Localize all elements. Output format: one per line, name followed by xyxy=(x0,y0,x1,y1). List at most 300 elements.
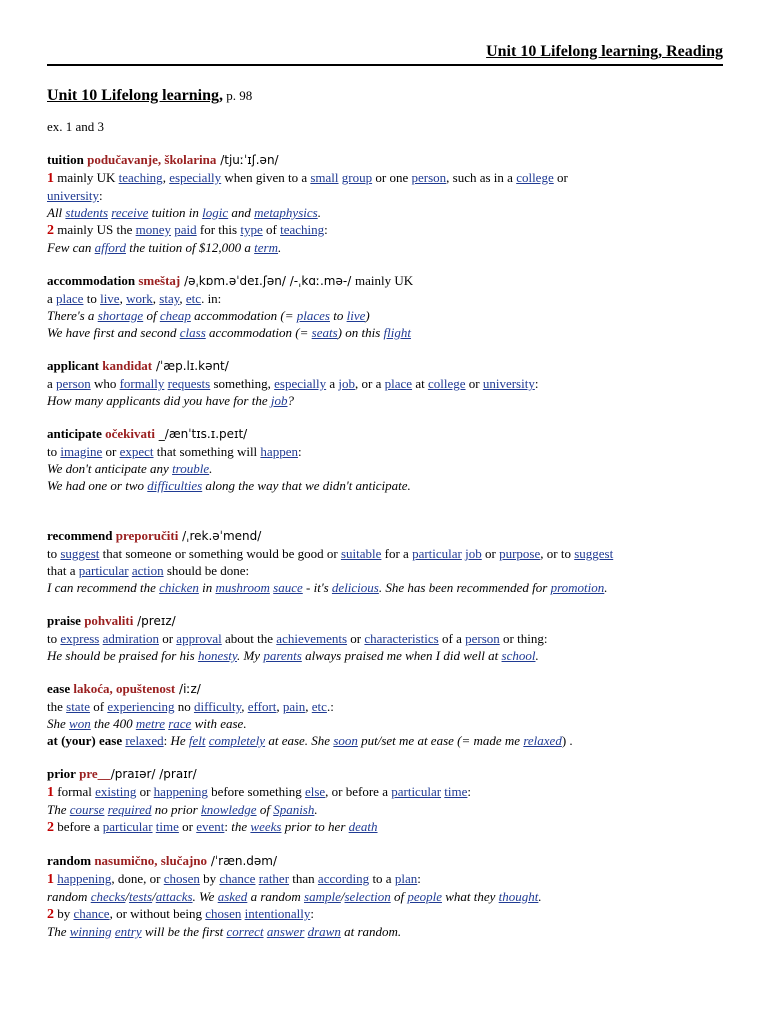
dictionary-link[interactable]: place xyxy=(384,376,413,391)
headword: random xyxy=(47,853,92,868)
text-run: , or to xyxy=(540,546,575,561)
text-run: , xyxy=(152,291,160,306)
sense-number: 1 xyxy=(47,785,54,800)
dictionary-link[interactable]: place xyxy=(56,291,84,306)
entry-accommodation xyxy=(47,272,737,341)
entry-line xyxy=(47,888,737,905)
dictionary-link[interactable]: class xyxy=(179,325,206,340)
text-run: the tuition of $12,000 a xyxy=(125,240,255,255)
dictionary-link[interactable]: term xyxy=(254,240,279,255)
dictionary-link[interactable]: group xyxy=(341,170,373,185)
text-run: a xyxy=(47,291,57,306)
text-run: ? xyxy=(287,393,294,408)
text-run: . xyxy=(314,802,318,817)
pronunciation: /tjuːˈɪʃ.ən/ xyxy=(216,153,279,167)
entry-line xyxy=(47,579,737,596)
text-run: mainly UK xyxy=(355,273,414,288)
dictionary-link[interactable]: sauce xyxy=(273,580,303,595)
entry-line xyxy=(47,324,737,341)
dictionary-link[interactable]: imagine xyxy=(60,444,103,459)
text-run: mainly UK xyxy=(54,170,119,185)
dictionary-link[interactable]: chance xyxy=(219,871,256,886)
entry-line xyxy=(47,545,737,562)
text-run: The xyxy=(47,924,70,939)
dictionary-link[interactable]: afford xyxy=(94,240,126,255)
dictionary-link[interactable]: delicious xyxy=(331,580,379,595)
text-run: or xyxy=(465,376,483,391)
entry-line xyxy=(47,477,737,494)
entry-headline xyxy=(47,765,737,783)
dictionary-link[interactable]: expect xyxy=(119,444,154,459)
dictionary-link[interactable]: metaphysics xyxy=(254,205,318,220)
dictionary-link[interactable]: formally xyxy=(119,376,165,391)
dictionary-link[interactable]: thought xyxy=(498,889,539,904)
text-run: no prior xyxy=(151,802,201,817)
text-run: , xyxy=(119,291,127,306)
entry-line xyxy=(47,647,737,664)
text-run: There's a xyxy=(47,308,98,323)
headword: ease xyxy=(47,681,71,696)
dictionary-link[interactable]: relaxed xyxy=(125,733,164,748)
dictionary-link[interactable]: job xyxy=(270,393,288,408)
dictionary-link[interactable]: seats xyxy=(311,325,338,340)
text-run: : xyxy=(534,376,539,391)
dictionary-link[interactable]: sample xyxy=(304,889,341,904)
dictionary-link[interactable]: logic xyxy=(202,205,229,220)
text-run: : xyxy=(163,733,171,748)
dictionary-link[interactable]: university xyxy=(47,188,99,203)
text-run: , xyxy=(241,699,248,714)
dictionary-link[interactable]: completely xyxy=(208,733,266,748)
text-run: or xyxy=(158,631,177,646)
entry-line xyxy=(47,239,737,256)
entry-headline xyxy=(47,852,737,870)
dictionary-link[interactable]: chance xyxy=(73,906,110,921)
entry-ease xyxy=(47,680,737,749)
dictionary-link[interactable]: school xyxy=(501,648,536,663)
dictionary-link[interactable]: trouble xyxy=(172,461,210,476)
pronunciation: _/ænˈtɪs.ɪ.peɪt/ xyxy=(154,427,248,441)
sense-number: 2 xyxy=(47,820,54,835)
dictionary-link[interactable]: live xyxy=(100,291,120,306)
dictionary-link[interactable]: event xyxy=(196,819,225,834)
dictionary-link[interactable]: answer xyxy=(266,924,305,939)
text-run: at ease. She xyxy=(265,733,334,748)
dictionary-link[interactable]: purpose xyxy=(499,546,541,561)
dictionary-link[interactable]: correct xyxy=(226,924,264,939)
dictionary-link[interactable]: attacks xyxy=(155,889,193,904)
headword: anticipate xyxy=(47,426,102,441)
text-run: a random xyxy=(247,889,305,904)
entry-recommend xyxy=(47,527,737,596)
text-run: , or before a xyxy=(325,784,392,799)
pronunciation: /əˌkɒm.əˈdeɪ.ʃən/ /-ˌkɑː.mə-/ xyxy=(180,274,356,288)
text-run: : xyxy=(324,222,328,237)
entry-anticipate xyxy=(47,425,737,494)
text-run: ) . xyxy=(561,733,573,748)
text-run: the xyxy=(231,819,251,834)
text-run: by xyxy=(54,906,74,921)
text-run: I can recommend the xyxy=(47,580,160,595)
entry-line xyxy=(47,221,737,239)
entry-line xyxy=(47,443,737,460)
dictionary-link[interactable]: shortage xyxy=(97,308,144,323)
dictionary-link[interactable]: action xyxy=(131,563,164,578)
dictionary-link[interactable]: required xyxy=(107,802,152,817)
sense-number: 2 xyxy=(47,223,54,238)
dictionary-link[interactable]: honesty xyxy=(197,648,237,663)
dictionary-link[interactable]: chosen xyxy=(205,906,242,921)
dictionary-link[interactable]: job xyxy=(338,376,356,391)
text-run: We had one or two xyxy=(47,478,148,493)
text-run: in xyxy=(198,580,216,595)
header-title: Unit 10 Lifelong learning, Reading xyxy=(486,43,723,60)
headword: tuition xyxy=(47,152,84,167)
entry-applicant xyxy=(47,357,737,409)
dictionary-link[interactable]: money xyxy=(135,222,171,237)
dictionary-link[interactable]: time xyxy=(155,819,179,834)
entry-headline xyxy=(47,151,737,169)
dictionary-link[interactable]: live xyxy=(346,308,366,323)
text-run: put/set me at ease (= made me xyxy=(357,733,524,748)
dictionary-link[interactable]: existing xyxy=(95,784,137,799)
dictionary-link[interactable]: particular xyxy=(391,784,442,799)
dictionary-link[interactable]: small xyxy=(310,170,339,185)
text-run: before something xyxy=(207,784,305,799)
pronunciation: /iːz/ xyxy=(175,682,201,696)
entry-headline xyxy=(47,612,737,630)
dictionary-link[interactable]: person xyxy=(465,631,500,646)
entry-line xyxy=(47,732,737,749)
text-run: She xyxy=(47,716,70,731)
translation: smeštaj xyxy=(138,273,181,288)
text-run: , such as in a xyxy=(446,170,517,185)
dictionary-link[interactable]: rather xyxy=(258,871,290,886)
dictionary-link[interactable]: suggest xyxy=(60,546,100,561)
text-run: to xyxy=(47,444,61,459)
dictionary-link[interactable]: winning xyxy=(69,924,112,939)
sense-number: 1 xyxy=(47,872,54,887)
text-run: - it's xyxy=(302,580,332,595)
dictionary-link[interactable]: college xyxy=(427,376,466,391)
dictionary-link[interactable]: teaching xyxy=(118,170,163,185)
glossary-entries xyxy=(47,151,737,940)
text-run: or xyxy=(136,784,154,799)
dictionary-link[interactable]: tests xyxy=(128,889,153,904)
dictionary-link[interactable]: else xyxy=(304,784,326,799)
text-run: or xyxy=(102,444,120,459)
entry-line xyxy=(47,187,737,204)
dictionary-link[interactable]: job xyxy=(465,546,482,561)
text-run: of a xyxy=(438,631,466,646)
dictionary-link[interactable]: promotion xyxy=(550,580,605,595)
text-run: or xyxy=(178,819,197,834)
entry-headline xyxy=(47,272,737,290)
text-run: than xyxy=(289,871,318,886)
text-run: of xyxy=(143,308,160,323)
dictionary-link[interactable]: experiencing xyxy=(107,699,175,714)
headword: recommend xyxy=(47,528,113,543)
dictionary-link[interactable]: asked xyxy=(217,889,248,904)
text-run: prior to her xyxy=(281,819,349,834)
dictionary-link[interactable]: plan xyxy=(394,871,418,886)
dictionary-link[interactable]: Spanish xyxy=(273,802,315,817)
dictionary-link[interactable]: drawn xyxy=(307,924,341,939)
dictionary-link[interactable]: selection xyxy=(344,889,391,904)
dictionary-link[interactable]: race xyxy=(168,716,192,731)
text-run: tuition in xyxy=(148,205,203,220)
dictionary-link[interactable]: particular xyxy=(102,819,153,834)
entry-tuition xyxy=(47,151,737,256)
text-run: / xyxy=(340,889,345,904)
dictionary-link[interactable]: people xyxy=(407,889,442,904)
text-run: that something will xyxy=(153,444,261,459)
text-run: . xyxy=(317,205,321,220)
text-run: for this xyxy=(196,222,241,237)
text-run: ) on this xyxy=(337,325,384,340)
text-run: How many applicants did you have for the xyxy=(47,393,271,408)
dictionary-link[interactable]: particular xyxy=(412,546,462,561)
dictionary-link[interactable]: etc xyxy=(185,291,202,306)
dictionary-link[interactable]: course xyxy=(69,802,105,817)
text-run: , or a xyxy=(355,376,385,391)
text-run: or thing: xyxy=(499,631,548,646)
text-run: , or without being xyxy=(109,906,206,921)
text-run: a xyxy=(326,376,339,391)
dictionary-link[interactable]: time xyxy=(444,784,468,799)
headword: praise xyxy=(47,613,81,628)
text-run: . We xyxy=(192,889,218,904)
text-run: to xyxy=(47,631,61,646)
entry-line xyxy=(47,169,737,187)
entry-line xyxy=(47,698,737,715)
dictionary-link[interactable]: intentionally xyxy=(244,906,311,921)
entry-random xyxy=(47,852,737,940)
text-run: random xyxy=(47,889,91,904)
dictionary-link[interactable]: weeks xyxy=(250,819,282,834)
dictionary-link[interactable]: person xyxy=(411,170,447,185)
headword: at (your) ease xyxy=(47,733,123,748)
text-run: a xyxy=(47,376,57,391)
dictionary-link[interactable]: suitable xyxy=(340,546,382,561)
dictionary-link[interactable]: suggest xyxy=(574,546,614,561)
text-run: no xyxy=(174,699,194,714)
text-run: . xyxy=(604,580,608,595)
dictionary-link[interactable]: flight xyxy=(383,325,411,340)
text-run: what they xyxy=(441,889,499,904)
text-run: . She has been recommended for xyxy=(378,580,551,595)
dictionary-link[interactable]: chosen xyxy=(163,871,200,886)
dictionary-link[interactable]: paid xyxy=(174,222,197,237)
entry-line xyxy=(47,923,737,940)
sense-number: 2 xyxy=(47,907,54,922)
dictionary-link[interactable]: happening xyxy=(57,871,112,886)
pronunciation: /preɪz/ xyxy=(133,614,176,628)
dictionary-link[interactable]: particular xyxy=(78,563,129,578)
text-run: to xyxy=(47,546,61,561)
pronunciation: /ˌrek.əˈmend/ xyxy=(178,529,262,543)
dictionary-link[interactable]: happen xyxy=(260,444,298,459)
entry-praise xyxy=(47,612,737,664)
text-run: The xyxy=(47,802,70,817)
text-run: . in: xyxy=(201,291,222,306)
dictionary-link[interactable]: person xyxy=(56,376,91,391)
dictionary-link[interactable]: especially xyxy=(169,170,222,185)
text-run: that someone or something would be good or xyxy=(99,546,341,561)
dictionary-link[interactable]: stay xyxy=(159,291,180,306)
entry-line xyxy=(47,290,737,307)
dictionary-link[interactable]: soon xyxy=(333,733,358,748)
dictionary-link[interactable]: state xyxy=(66,699,90,714)
text-run: before a xyxy=(54,819,103,834)
dictionary-link[interactable]: achievements xyxy=(276,631,348,646)
text-run: He should be praised for his xyxy=(47,648,198,663)
dictionary-link[interactable]: university xyxy=(482,376,535,391)
dictionary-link[interactable]: cheap xyxy=(159,308,191,323)
text-run: accommodation (= xyxy=(190,308,297,323)
text-run: when given to a xyxy=(221,170,311,185)
text-run: of xyxy=(89,699,108,714)
dictionary-link[interactable]: express xyxy=(60,631,100,646)
dictionary-link[interactable]: won xyxy=(69,716,91,731)
translation: pohvaliti xyxy=(84,613,134,628)
translation: kandidat xyxy=(102,358,153,373)
pronunciation: /ˈræn.dəm/ xyxy=(207,854,278,868)
dictionary-link[interactable]: pain xyxy=(282,699,306,714)
text-run: Few can xyxy=(47,240,95,255)
text-run: to a xyxy=(369,871,395,886)
dictionary-link[interactable]: etc xyxy=(311,699,327,714)
text-run: will be the first xyxy=(141,924,227,939)
pronunciation: /praɪər/ /praɪr/ xyxy=(110,767,197,781)
text-run: , xyxy=(162,170,170,185)
dictionary-link[interactable]: approval xyxy=(176,631,222,646)
page-number: p. 98 xyxy=(223,88,253,103)
text-run: or xyxy=(347,631,365,646)
title-text: Unit 10 Lifelong learning, xyxy=(47,87,224,104)
text-run: , done, or xyxy=(111,871,164,886)
text-run: : xyxy=(224,819,232,834)
dictionary-link[interactable]: parents xyxy=(263,648,302,663)
dictionary-link[interactable]: effort xyxy=(247,699,277,714)
text-run: with ease. xyxy=(191,716,247,731)
text-run: .: xyxy=(326,699,334,714)
dictionary-link[interactable]: mushroom xyxy=(215,580,270,595)
dictionary-link[interactable]: receive xyxy=(111,205,149,220)
entry-headline xyxy=(47,527,737,545)
text-run: something, xyxy=(210,376,275,391)
text-run: for a xyxy=(381,546,413,561)
dictionary-link[interactable]: death xyxy=(348,819,378,834)
text-run: All xyxy=(47,205,66,220)
dictionary-link[interactable]: type xyxy=(240,222,263,237)
text-run: along the way that we didn't anticipate. xyxy=(202,478,411,493)
dictionary-link[interactable]: characteristics xyxy=(364,631,439,646)
dictionary-link[interactable]: places xyxy=(296,308,330,323)
entry-line xyxy=(47,562,737,579)
text-run: accommodation (= xyxy=(205,325,312,340)
entry-line xyxy=(47,204,737,221)
translation: lakoća, opuštenost xyxy=(73,681,176,696)
dictionary-link[interactable]: felt xyxy=(188,733,206,748)
dictionary-link[interactable]: college xyxy=(516,170,554,185)
translation: nasumično, slučajno xyxy=(94,853,208,868)
text-run: always praised me when I did well at xyxy=(301,648,502,663)
translation: preporučiti xyxy=(115,528,179,543)
text-run: formal xyxy=(54,784,96,799)
text-run: or xyxy=(553,170,568,185)
text-run: , xyxy=(276,699,283,714)
text-run: about the xyxy=(221,631,277,646)
text-run: by xyxy=(199,871,220,886)
entry-line xyxy=(47,783,737,801)
dictionary-link[interactable]: especially xyxy=(274,376,327,391)
dictionary-link[interactable]: work xyxy=(126,291,153,306)
entry-line xyxy=(47,905,737,923)
text-run: We don't anticipate any xyxy=(47,461,173,476)
entry-line xyxy=(47,460,737,477)
translation: pre__ xyxy=(79,766,111,781)
text-run: : xyxy=(297,444,302,459)
dictionary-link[interactable]: knowledge xyxy=(200,802,257,817)
text-run: : xyxy=(467,784,472,799)
text-run: / xyxy=(152,889,156,904)
text-run: . xyxy=(278,240,282,255)
dictionary-link[interactable]: checks xyxy=(90,889,126,904)
entry-headline xyxy=(47,357,737,375)
entry-prior xyxy=(47,765,737,836)
text-run: ) xyxy=(365,308,370,323)
entry-line xyxy=(47,392,737,409)
text-run: / xyxy=(125,889,129,904)
text-run: and xyxy=(228,205,255,220)
headword: applicant xyxy=(47,358,100,373)
dictionary-link[interactable]: teaching xyxy=(280,222,325,237)
dictionary-link[interactable]: requests xyxy=(167,376,211,391)
text-run: : xyxy=(310,906,314,921)
entry-headline xyxy=(47,680,737,698)
dictionary-link[interactable]: students xyxy=(65,205,109,220)
entry-line xyxy=(47,375,737,392)
text-run: should be done: xyxy=(163,563,250,578)
dictionary-link[interactable]: metre xyxy=(135,716,165,731)
entry-line xyxy=(47,870,737,888)
page-header xyxy=(47,40,723,66)
text-run: of xyxy=(390,889,408,904)
dictionary-link[interactable]: relaxed xyxy=(523,733,562,748)
dictionary-link[interactable]: according xyxy=(317,871,370,886)
entry-line xyxy=(47,801,737,818)
dictionary-link[interactable]: difficulty xyxy=(193,699,242,714)
text-run: : xyxy=(99,188,103,203)
dictionary-link[interactable]: difficulties xyxy=(147,478,203,493)
translation: očekivati xyxy=(105,426,155,441)
text-run: that a xyxy=(47,563,79,578)
text-run: , xyxy=(305,699,312,714)
text-run: at random. xyxy=(340,924,402,939)
dictionary-link[interactable]: chicken xyxy=(159,580,199,595)
dictionary-link[interactable]: entry xyxy=(114,924,142,939)
text-run: of xyxy=(262,222,281,237)
text-run: who xyxy=(90,376,120,391)
dictionary-link[interactable]: happening xyxy=(153,784,208,799)
text-run: or one xyxy=(372,170,412,185)
entry-line xyxy=(47,630,737,647)
document-body xyxy=(47,84,737,940)
dictionary-link[interactable]: admiration xyxy=(102,631,159,646)
document-title xyxy=(47,84,737,108)
text-run: to xyxy=(83,291,101,306)
